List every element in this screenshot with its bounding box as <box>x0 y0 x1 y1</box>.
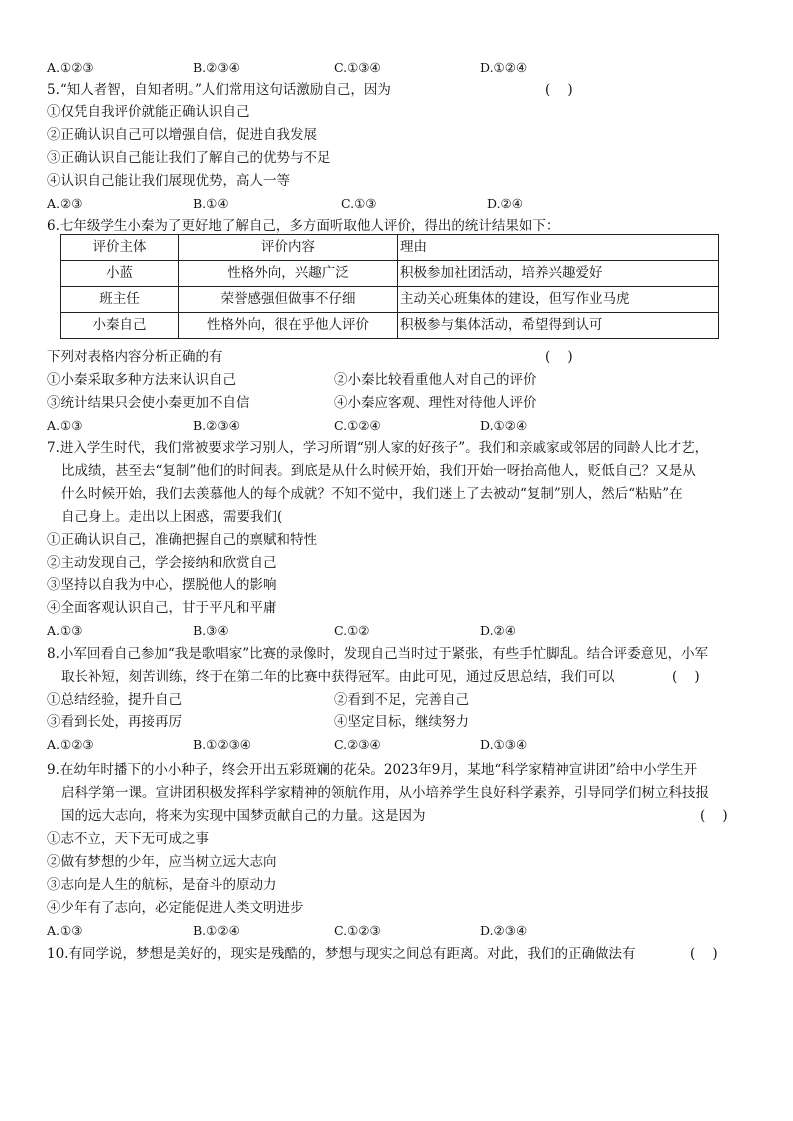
q5-stem: 5.“知人者智，自知者明。”人们常用这句话激励自己，因为 <box>47 82 391 98</box>
q9-stem-line: 启科学第一课。宣讲团积极发挥科学家精神的领航作用，从小培养学生良好科学素养，引导同学们树立科技报 <box>61 785 709 801</box>
q6-options <box>47 416 747 436</box>
table-cell: 荣誉感强但做事不仔细 <box>179 287 398 313</box>
q9-answer-paren: ( ) <box>700 808 728 824</box>
q7-item-4: ④全面客观认识自己，甘于平凡和平庸 <box>47 600 277 616</box>
q9-item-4: ④少年有了志向，必定能促进人类文明进步 <box>47 900 304 916</box>
q8-stem-line: 取长补短，刻苦训练，终于在第二年的比赛中获得冠军。由此可见，通过反思总结，我们可以 <box>61 669 615 685</box>
table-row <box>61 313 719 339</box>
q8-items-row-2 <box>47 712 747 732</box>
table-cell: 小秦自己 <box>61 313 179 339</box>
q9-item-2: ②做有梦想的少年，应当树立远大志向 <box>47 854 277 870</box>
q5-item-4: ④认识自己能让我们展现优势，高人一等 <box>47 173 290 189</box>
option-b: B.①④ <box>193 196 229 211</box>
option-b: B.①②③④ <box>193 737 251 752</box>
table-cell: 积极参加社团活动，培养兴趣爱好 <box>398 261 719 287</box>
option-a: A.①②③ <box>47 737 94 752</box>
q6-items-row-1 <box>47 370 747 390</box>
option-c: C.①②④ <box>334 418 381 433</box>
q4-options <box>47 58 747 78</box>
table-cell: 班主任 <box>61 287 179 313</box>
option-b: B.③④ <box>193 623 229 638</box>
q6-items-row-2 <box>47 393 747 413</box>
option-d: D.②③④ <box>480 923 528 938</box>
q6-question: 下列对表格内容分析正确的有 <box>47 349 223 365</box>
q7-item-3: ③坚持以自我为中心，摆脱他人的影响 <box>47 577 277 593</box>
q9-options <box>47 921 747 941</box>
q6-stem: 6.七年级学生小秦为了更好地了解自己，多方面听取他人评价，得出的统计结果如下： <box>47 218 560 234</box>
option-c: C.①② <box>334 623 370 638</box>
table-row <box>61 261 719 287</box>
q8-item-3: ③看到长处，再接再厉 <box>47 714 182 730</box>
q7-stem-line: 7.进入学生时代，我们常被要求学习别人，学习所谓“别人家的好孩子”。我们和亲戚家或邻居的同龄人比才艺， <box>47 440 709 456</box>
option-d: D.①②④ <box>480 60 528 75</box>
option-c: C.①③ <box>341 196 377 211</box>
q5-item-2: ②正确认识自己可以增强自信，促进自我发展 <box>47 127 317 143</box>
option-c: C.①②③ <box>334 923 381 938</box>
q8-items-row-1 <box>47 690 747 710</box>
q5-item-3: ③正确认识自己能让我们了解自己的优势与不足 <box>47 150 331 166</box>
q6-answer-paren: ( ) <box>545 349 573 365</box>
q8-item-4: ④坚定目标，继续努力 <box>334 714 469 730</box>
table-cell: 小蓝 <box>61 261 179 287</box>
q8-item-1: ①总结经验，提升自己 <box>47 692 182 708</box>
option-d: D.①③④ <box>480 737 528 752</box>
option-d: D.②④ <box>480 623 516 638</box>
q5-item-1: ①仅凭自我评价就能正确认识自己 <box>47 104 250 120</box>
q5-options <box>47 194 747 214</box>
table-cell: 性格外向，兴趣广泛 <box>179 261 398 287</box>
q9-stem-line: 国的远大志向，将来为实现中国梦贡献自己的力量。这是因为 <box>61 808 426 824</box>
table-cell: 性格外向，很在乎他人评价 <box>179 313 398 339</box>
table-header: 评价主体 <box>61 235 179 261</box>
q7-options <box>47 621 747 641</box>
option-d: D.①②④ <box>480 418 528 433</box>
q10-stem: 10.有同学说，梦想是美好的，现实是残酷的，梦想与现实之间总有距离。对此，我们的正确做法有 <box>47 946 636 962</box>
option-a: A.①③ <box>47 623 83 638</box>
q8-stem-line: 8.小军回看自己参加“我是歌唱家”比赛的录像时，发现自己当时过于紧张，有些手忙脚乱。结合评委意见，小军 <box>47 646 709 662</box>
option-b: B.①②④ <box>193 923 240 938</box>
q9-stem-line: 9.在幼年时播下的小小种子，终会开出五彩斑斓的花朵。2023年9月，某地“科学家精神宣讲团”给中小学生开 <box>47 762 698 778</box>
q6-item-1: ①小秦采取多种方法来认识自己 <box>47 372 236 388</box>
q6-item-3: ③统计结果只会使小秦更加不自信 <box>47 395 250 411</box>
q5-answer-paren: ( ) <box>545 82 573 98</box>
q8-options <box>47 735 747 755</box>
option-a: A.①③ <box>47 418 83 433</box>
option-b: B.②③④ <box>193 418 240 433</box>
q10-answer-paren: ( ) <box>690 946 718 962</box>
option-d: D.②④ <box>487 196 523 211</box>
option-a: A.①③ <box>47 923 83 938</box>
q7-item-2: ②主动发现自己，学会接纳和欣赏自己 <box>47 555 277 571</box>
q6-item-2: ②小秦比较看重他人对自己的评价 <box>334 372 537 388</box>
option-a: A.①②③ <box>47 60 94 75</box>
table-cell: 主动关心班集体的建设，但写作业马虎 <box>398 287 719 313</box>
table-header-row <box>61 235 719 261</box>
q7-stem-line: 自己身上。走出以上困惑，需要我们( <box>61 509 283 525</box>
evaluation-table <box>60 234 719 339</box>
option-c: C.②③④ <box>334 737 381 752</box>
q7-stem-line: 什么时候开始，我们去羡慕他人的每个成就？不知不觉中，我们迷上了去被动“复制”别人，然后“粘贴”在 <box>61 486 683 502</box>
q9-item-3: ③志向是人生的航标，是奋斗的原动力 <box>47 877 277 893</box>
table-cell: 积极参与集体活动，希望得到认可 <box>398 313 719 339</box>
q7-item-1: ①正确认识自己，准确把握自己的禀赋和特性 <box>47 532 317 548</box>
table-header: 理由 <box>398 235 719 261</box>
table-row <box>61 287 719 313</box>
q8-answer-paren: ( ) <box>672 669 700 685</box>
q8-item-2: ②看到不足，完善自己 <box>334 692 469 708</box>
option-b: B.②③④ <box>193 60 240 75</box>
q9-item-1: ①志不立，天下无可成之事 <box>47 831 209 847</box>
q6-item-4: ④小秦应客观、理性对待他人评价 <box>334 395 537 411</box>
table-header: 评价内容 <box>179 235 398 261</box>
q7-stem-line: 比成绩，甚至去“复制”他们的时间表。到底是从什么时候开始，我们开始一呀抬高他人，贬低自己？又是从 <box>61 463 696 479</box>
option-a: A.②③ <box>47 196 83 211</box>
option-c: C.①③④ <box>334 60 381 75</box>
